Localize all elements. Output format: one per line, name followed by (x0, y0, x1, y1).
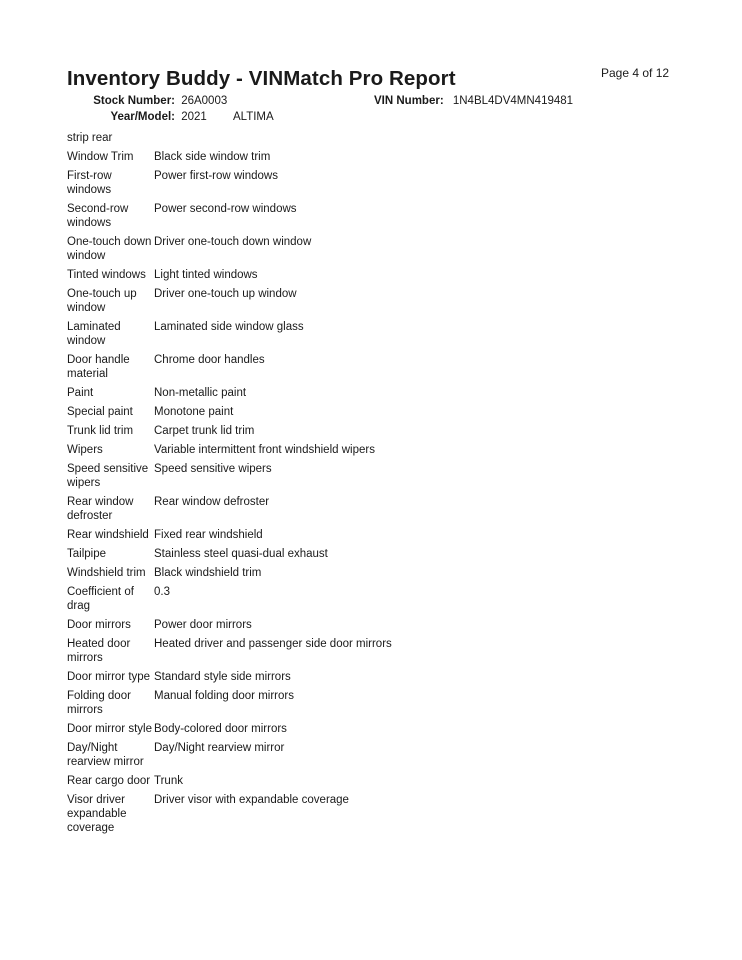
feature-name: Laminated window (67, 321, 121, 347)
feature-value: Power second-row windows (154, 203, 297, 215)
feature-value: Heated driver and passenger side door mirrors (154, 638, 392, 650)
stock-number-line (89, 95, 227, 107)
feature-name: One-touch up window (67, 288, 137, 314)
feature-row (67, 689, 487, 717)
feature-value: Manual folding door mirrors (154, 690, 294, 702)
feature-row (67, 585, 487, 613)
feature-name: Tinted windows (67, 269, 146, 281)
report-title: Inventory Buddy - VINMatch Pro Report (67, 67, 456, 90)
year-value: 2021 (181, 111, 207, 123)
feature-value: Light tinted windows (154, 269, 258, 281)
feature-row (67, 618, 487, 632)
feature-value: Driver one-touch down window (154, 236, 312, 248)
year-model-line (89, 111, 274, 123)
feature-row (67, 443, 487, 457)
feature-name: Day/Night rearview mirror (67, 742, 144, 768)
feature-row (67, 462, 487, 490)
feature-name: Special paint (67, 406, 133, 418)
feature-value: Power door mirrors (154, 619, 252, 631)
feature-value: Body-colored door mirrors (154, 723, 287, 735)
vin-value: 1N4BL4DV4MN419481 (452, 95, 574, 107)
feature-row (67, 386, 487, 400)
feature-name: First-row windows (67, 170, 112, 196)
feature-name: One-touch down window (67, 236, 152, 262)
feature-value: Variable intermittent front windshield wipers (154, 444, 375, 456)
feature-name: Heated door mirrors (67, 638, 131, 664)
feature-value: Non-metallic paint (154, 387, 247, 399)
feature-name: Coefficient of drag (67, 586, 134, 612)
feature-name: Speed sensitive wipers (67, 463, 149, 489)
feature-row (67, 268, 487, 282)
feature-value: Carpet trunk lid trim (154, 425, 255, 437)
page-number: Page 4 of 12 (601, 66, 670, 80)
feature-name: Wipers (67, 444, 103, 456)
feature-value: Fixed rear windshield (154, 529, 263, 541)
feature-row (67, 287, 487, 315)
feature-value: Driver visor with expandable coverage (154, 794, 349, 806)
vin-line (374, 95, 573, 107)
feature-name: Door mirror type (67, 671, 151, 683)
feature-row (67, 793, 487, 835)
feature-value: Stainless steel quasi-dual exhaust (154, 548, 328, 560)
feature-name: Rear windshield (67, 529, 149, 541)
feature-value: Black windshield trim (154, 567, 262, 579)
feature-row (67, 722, 487, 736)
feature-name: Visor driver expandable coverage (67, 794, 127, 834)
feature-name: Door handle material (67, 354, 130, 380)
feature-row (67, 566, 487, 580)
feature-name: Trunk lid trim (67, 425, 134, 437)
feature-row (67, 202, 487, 230)
feature-row (67, 424, 487, 438)
feature-name: Folding door mirrors (67, 690, 131, 716)
feature-row (67, 405, 487, 419)
feature-name: Window Trim (67, 151, 134, 163)
feature-row (67, 320, 487, 348)
feature-name: Rear cargo door (67, 775, 151, 787)
continued-text: strip rear (67, 132, 113, 144)
feature-row (67, 741, 487, 769)
feature-row (67, 637, 487, 665)
feature-value: 0.3 (154, 586, 170, 598)
feature-name: Door mirror style (67, 723, 152, 735)
model-value: ALTIMA (233, 111, 274, 123)
feature-value: Standard style side mirrors (154, 671, 291, 683)
vin-label: VIN Number: (374, 95, 444, 107)
stock-number-value: 26A0003 (181, 95, 228, 107)
feature-row (67, 169, 487, 197)
feature-row (67, 670, 487, 684)
stock-number-label: Stock Number: (93, 95, 175, 107)
feature-value: Power first-row windows (154, 170, 278, 182)
feature-value: Chrome door handles (154, 354, 265, 366)
feature-name: Second-row windows (67, 203, 129, 229)
feature-row (67, 235, 487, 263)
feature-value: Rear window defroster (154, 496, 270, 508)
feature-row (67, 353, 487, 381)
feature-name: Windshield trim (67, 567, 146, 579)
feature-row (67, 528, 487, 542)
feature-row (67, 495, 487, 523)
feature-row (67, 547, 487, 561)
year-model-label: Year/Model: (110, 111, 175, 123)
feature-row (67, 774, 487, 788)
feature-value: Black side window trim (154, 151, 271, 163)
feature-name: Rear window defroster (67, 496, 134, 522)
feature-value: Trunk (154, 775, 183, 787)
feature-value: Driver one-touch up window (154, 288, 297, 300)
feature-row (67, 150, 487, 164)
features-table (67, 131, 487, 840)
feature-name: Door mirrors (67, 619, 131, 631)
feature-name: Tailpipe (67, 548, 106, 560)
feature-name: Paint (67, 387, 94, 399)
feature-value: Laminated side window glass (154, 321, 304, 333)
feature-value: Day/Night rearview mirror (154, 742, 285, 754)
feature-value: Monotone paint (154, 406, 234, 418)
feature-value: Speed sensitive wipers (154, 463, 272, 475)
